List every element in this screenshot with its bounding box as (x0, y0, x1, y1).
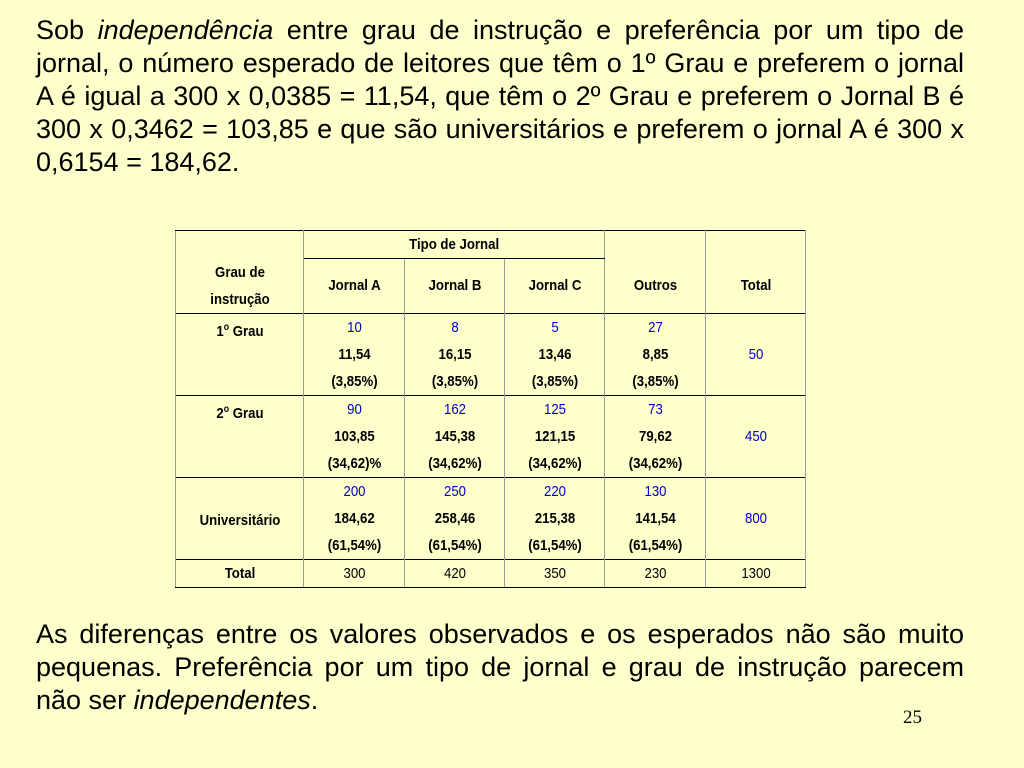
row-header-label-line-1: Grau de (214, 263, 265, 281)
table-cell (611, 395, 700, 477)
column-header: Total (712, 259, 800, 314)
expected-value: 13,46 (537, 345, 572, 363)
percent-value: (34,62%) (628, 454, 682, 472)
table-empty-header-cell (712, 231, 800, 259)
table-row (176, 477, 806, 559)
intro-text-2: entre grau de instrução e preferência por um tipo de jornal, o número esperado de leitores que têm o 1º Grau e preferem o jornal A é igual a 300 x 0,0385 = 11,54, que têm o 2º Grau e preferem o Jornal B é 300 x 0,3462 = 103,85 e que são universitários e preferem o jornal A é 300 x 0,6154 = 184,62. (36, 15, 965, 177)
expected-value: 11,54 (337, 345, 371, 363)
intro-emphasis: independência (97, 15, 274, 45)
observed-value: 250 (443, 482, 466, 500)
contingency-table (175, 230, 806, 588)
table-cell (310, 477, 399, 559)
observed-value: 8 (450, 318, 459, 336)
expected-value: 258,46 (434, 509, 475, 527)
observed-value: 5 (550, 318, 559, 336)
row-header-label-line-2: instrução (209, 290, 270, 308)
table-cell (511, 395, 599, 477)
expected-value: 8,85 (642, 345, 668, 363)
percent-value: (61,54%) (527, 536, 582, 554)
column-header: Jornal A (310, 259, 399, 314)
column-total: 350 (511, 559, 599, 587)
row-total: 800 (712, 477, 800, 559)
table-column-header-row (176, 259, 806, 314)
table-cell (411, 313, 499, 395)
column-header: Jornal C (511, 259, 599, 314)
table-cell (310, 395, 399, 477)
table-total-row (176, 559, 806, 587)
observed-value: 27 (647, 318, 663, 336)
percent-value: (34,62%) (527, 454, 582, 472)
percent-value: (3,85%) (330, 372, 378, 390)
conclusion-text-1: As diferenças entre os valores observados e os esperados não são muito pequenas. Preferência por um tipo de jornal e grau de instrução parecem não ser (36, 619, 964, 715)
expected-value: 215,38 (534, 509, 575, 527)
observed-value: 130 (644, 482, 667, 500)
table-group-header-row (176, 231, 806, 259)
percent-value: (61,54%) (427, 536, 482, 554)
row-label: Universitário (183, 477, 296, 559)
intro-text-1: Sob (36, 15, 98, 45)
observed-value: 10 (346, 318, 362, 336)
table-row (176, 313, 806, 395)
percent-value: (61,54%) (327, 536, 381, 554)
column-header: Outros (611, 259, 700, 314)
table-row (176, 395, 806, 477)
table-cell (511, 313, 599, 395)
expected-value: 141,54 (634, 509, 676, 527)
grand-total: 1300 (712, 559, 800, 587)
observed-value: 200 (342, 482, 366, 500)
observed-value: 73 (647, 400, 663, 418)
percent-value: (3,85%) (531, 372, 578, 390)
conclusion-emphasis: independentes (133, 685, 311, 715)
conclusion-text-2: . (310, 685, 319, 715)
table-cell (611, 313, 700, 395)
percent-value: (61,54%) (628, 536, 682, 554)
observed-value: 162 (443, 400, 466, 418)
expected-value: 121,15 (534, 427, 575, 445)
row-total: 50 (712, 313, 800, 395)
group-header-label: Tipo de Jornal (409, 236, 500, 253)
table-cell (611, 477, 700, 559)
row-label: 2$^o$ Grau (183, 395, 296, 477)
percent-value: (34,62)% (327, 454, 381, 472)
observed-value: 220 (543, 482, 566, 500)
percent-value: (34,62%) (427, 454, 482, 472)
table-empty-header-cell (611, 231, 700, 259)
row-total: 450 (712, 395, 800, 477)
row-header-label (183, 259, 296, 314)
percent-value: (3,85%) (631, 372, 679, 390)
total-row-label: Total (183, 559, 296, 587)
table-cell (310, 313, 399, 395)
table-cell (411, 477, 499, 559)
column-header: Jornal B (411, 259, 499, 314)
expected-value: 16,15 (437, 345, 472, 363)
column-total: 420 (411, 559, 499, 587)
expected-value: 103,85 (333, 427, 375, 445)
table-corner-cell (183, 231, 296, 259)
observed-value: 125 (543, 400, 566, 418)
conclusion-paragraph (36, 618, 964, 717)
expected-value: 184,62 (333, 509, 375, 527)
table-cell (411, 395, 499, 477)
intro-paragraph (36, 14, 964, 179)
observed-value: 90 (346, 400, 362, 418)
page-number: 25 (903, 707, 922, 728)
column-total: 230 (611, 559, 700, 587)
row-label: 1$^o$ Grau (183, 313, 296, 395)
column-total: 300 (310, 559, 399, 587)
table-cell (511, 477, 599, 559)
group-header-cell (304, 231, 605, 259)
expected-value: 79,62 (638, 427, 672, 445)
expected-value: 145,38 (434, 427, 475, 445)
percent-value: (3,85%) (431, 372, 478, 390)
